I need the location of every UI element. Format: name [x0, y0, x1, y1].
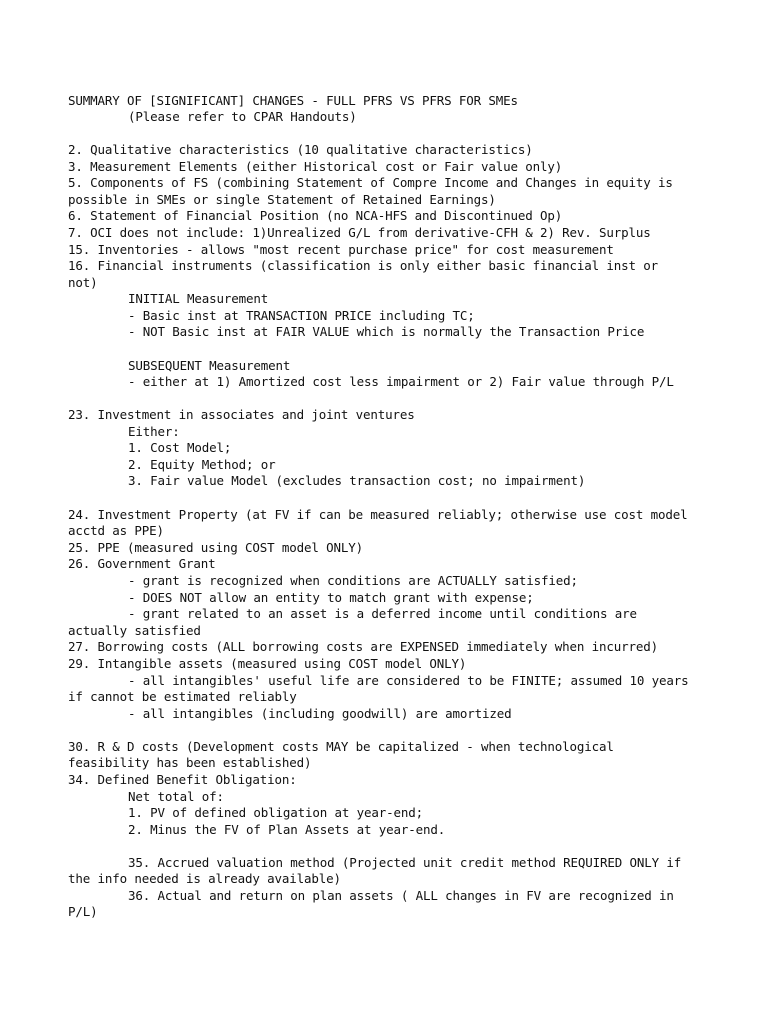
text-line: 2. Equity Method; or	[128, 457, 276, 472]
text-line: 16. Financial instruments (classification is only either basic financial inst or	[68, 258, 659, 273]
text-line: 7. OCI does not include: 1)Unrealized G/L from derivative-CFH & 2) Rev. Surplus	[68, 225, 651, 240]
text-line: 15. Inventories - allows "most recent purchase price" for cost measurement	[68, 242, 614, 257]
document-subtitle: (Please refer to CPAR Handouts)	[128, 109, 357, 124]
text-line: 6. Statement of Financial Position (no NCA-HFS and Discontinued Op)	[68, 208, 563, 223]
text-line: 30. R & D costs (Development costs MAY be capitalized - when technological	[68, 739, 614, 754]
text-line: - NOT Basic inst at FAIR VALUE which is normally the Transaction Price	[128, 324, 645, 339]
text-line: - DOES NOT allow an entity to match grant with expense;	[128, 590, 534, 605]
text-line: 1. PV of defined obligation at year-end;	[128, 805, 424, 820]
text-line: actually satisfied	[68, 623, 201, 638]
text-line: - all intangibles (including goodwill) are amortized	[128, 706, 512, 721]
text-line: not)	[68, 275, 98, 290]
text-line: 2. Minus the FV of Plan Assets at year-end.	[128, 822, 446, 837]
text-line: 36. Actual and return on plan assets ( ALL changes in FV are recognized in	[128, 888, 674, 903]
text-line: P/L)	[68, 904, 98, 919]
text-line: 29. Intangible assets (measured using COST model ONLY)	[68, 656, 467, 671]
text-line: if cannot be estimated reliably	[68, 689, 297, 704]
text-line: 3. Measurement Elements (either Historical cost or Fair value only)	[68, 159, 563, 174]
text-line: feasibility has been established)	[68, 755, 312, 770]
text-line: 1. Cost Model;	[128, 440, 232, 455]
text-line: 27. Borrowing costs (ALL borrowing costs are EXPENSED immediately when incurred)	[68, 639, 659, 654]
text-line: 26. Government Grant	[68, 556, 216, 571]
text-line: - either at 1) Amortized cost less impairment or 2) Fair value through P/L	[128, 374, 674, 389]
text-line: 5. Components of FS (combining Statement of Compre Income and Changes in equity is	[68, 175, 673, 190]
text-line: 3. Fair value Model (excludes transaction cost; no impairment)	[128, 473, 586, 488]
text-line: the info needed is already available)	[68, 871, 341, 886]
text-line: acctd as PPE)	[68, 523, 164, 538]
text-line: 35. Accrued valuation method (Projected unit credit method REQUIRED ONLY if	[128, 855, 682, 870]
document-title: SUMMARY OF [SIGNIFICANT] CHANGES - FULL PFRS VS PFRS FOR SMEs	[68, 93, 518, 108]
text-line: Net total of:	[128, 789, 224, 804]
text-line: - Basic inst at TRANSACTION PRICE including TC;	[128, 308, 475, 323]
text-line: SUBSEQUENT Measurement	[128, 358, 291, 373]
text-line: 24. Investment Property (at FV if can be measured reliably; otherwise use cost model	[68, 507, 688, 522]
text-line: 2. Qualitative characteristics (10 qualitative characteristics)	[68, 142, 533, 157]
text-line: - grant is recognized when conditions are ACTUALLY satisfied;	[128, 573, 578, 588]
text-line: possible in SMEs or single Statement of Retained Earnings)	[68, 192, 496, 207]
text-line: 25. PPE (measured using COST model ONLY)	[68, 540, 364, 555]
text-line: - grant related to an asset is a deferred income until conditions are	[128, 606, 637, 621]
text-line: Either:	[128, 424, 180, 439]
text-line: INITIAL Measurement	[128, 291, 269, 306]
text-line: 34. Defined Benefit Obligation:	[68, 772, 297, 787]
text-line: 23. Investment in associates and joint ventures	[68, 407, 415, 422]
text-line: - all intangibles' useful life are considered to be FINITE; assumed 10 years	[128, 673, 689, 688]
